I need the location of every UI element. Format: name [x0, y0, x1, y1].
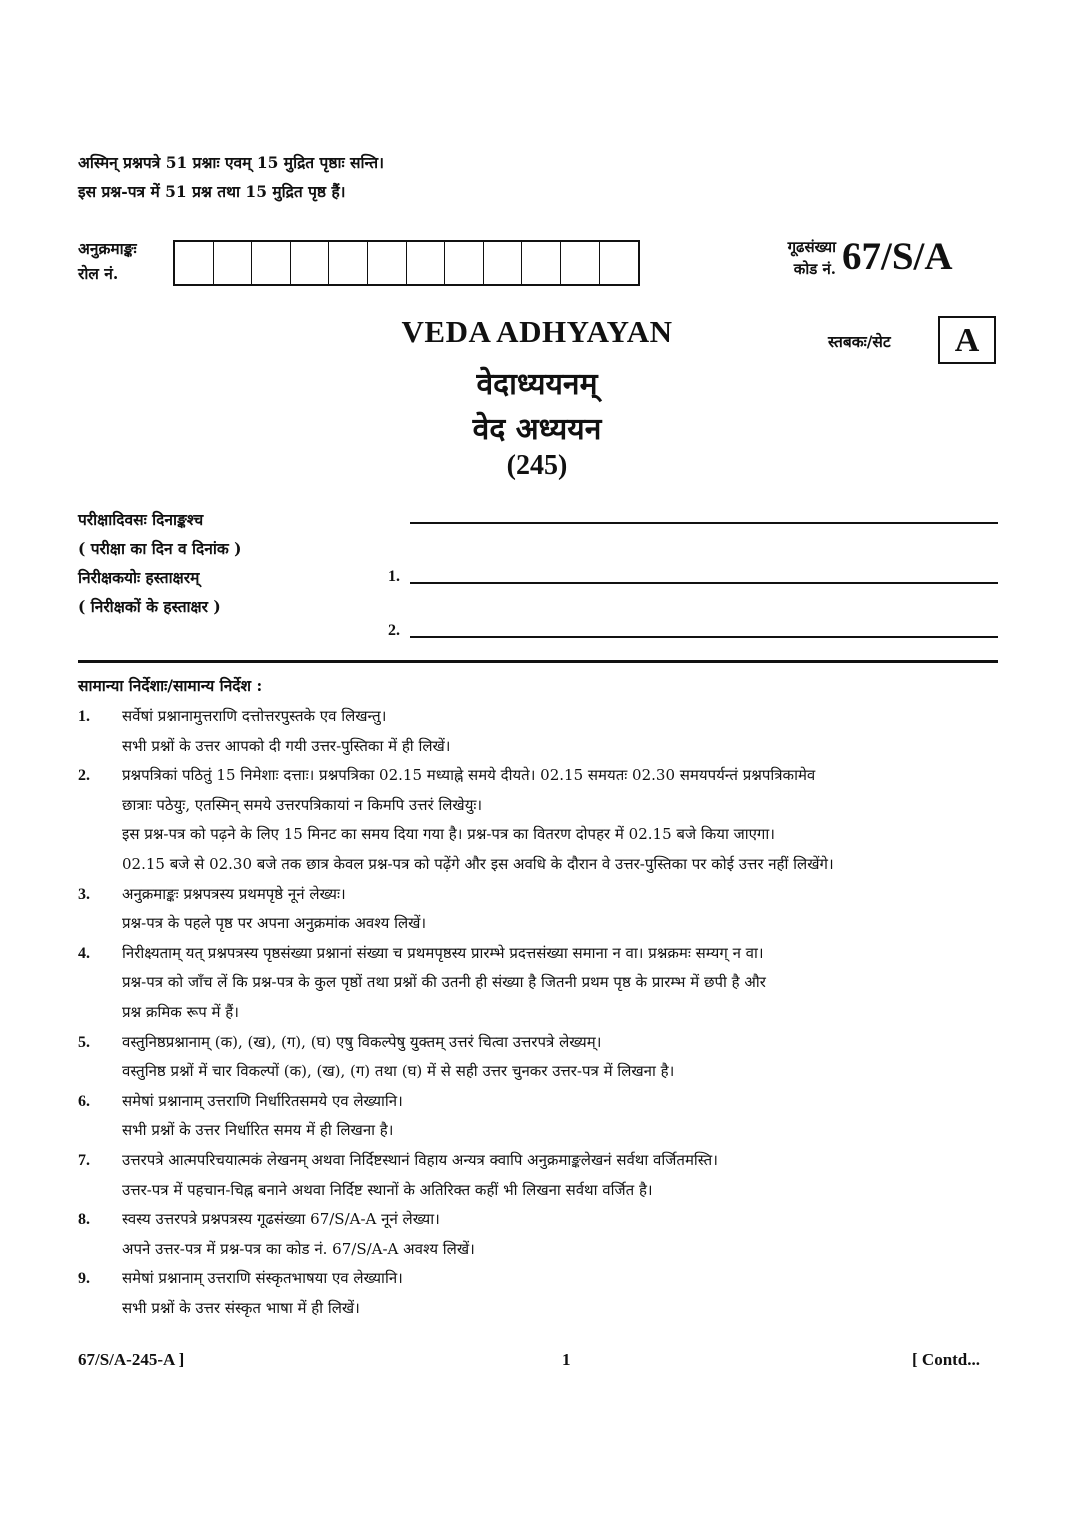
instruction-line [78, 1235, 1000, 1265]
instruction-line [78, 732, 1000, 762]
instruction-line [78, 820, 1000, 850]
code-number: 67/S/A [842, 235, 953, 278]
title-english: VEDA ADHYAYAN [401, 314, 673, 349]
signature-1-number: 1. [388, 568, 400, 585]
instruction-number [78, 791, 122, 821]
instruction-number [78, 820, 122, 850]
instruction-text: उत्तर-पत्र में पहचान-चिह्न बनाने अथवा निर्दिष्ट स्थानों के अतिरिक्त कहीं भी लिखना सर्वथा वर्जित है। [122, 1180, 653, 1199]
signature-2-number: 2. [388, 622, 400, 639]
instruction-text: प्रश्न-पत्र के पहले पृष्ठ पर अपना अनुक्रमांक अवश्य लिखें। [122, 914, 427, 933]
instruction-line [78, 761, 1000, 791]
exam-info-labels [78, 505, 241, 621]
instruction-text: समेषां प्रश्नानाम् उत्तराणि निर्धारितसमये एव लेख्यानि। [122, 1091, 403, 1110]
instruction-number: 2. [78, 767, 90, 785]
instruction-number [78, 998, 122, 1028]
instruction-line [78, 850, 1000, 880]
instruction-number [78, 732, 122, 762]
instruction-number: 8. [78, 1211, 90, 1229]
instruction-line [78, 1294, 1000, 1324]
instruction-line [78, 702, 1000, 732]
instruction-line [78, 968, 1000, 998]
header-note [78, 148, 384, 206]
code-label-hindi: कोड नं. [793, 260, 836, 278]
signature-1-line[interactable] [410, 582, 998, 584]
instruction-line [78, 1057, 1000, 1087]
instruction-number: 4. [78, 944, 90, 962]
instruction-text: समेषां प्रश्नानाम् उत्तराणि संस्कृतभाषया एव लेख्यानि। [122, 1269, 403, 1288]
roll-number-box[interactable] [561, 242, 600, 284]
instruction-number [78, 1116, 122, 1146]
code-label-sanskrit: गूढसंख्या [787, 238, 836, 256]
instruction-number [78, 1294, 122, 1324]
instruction-text: अनुक्रमाङ्कः प्रश्नपत्रस्य प्रथमपृष्ठे नूनं लेख्यः। [122, 884, 346, 903]
instruction-text: वस्तुनिष्ठ प्रश्नों में चार विकल्पों (क), (ख), (ग) तथा (घ) में से सही उत्तर चुनकर उत्तर-पत्र में लिखना है। [122, 1062, 675, 1081]
title-hindi: वेद अध्ययन [472, 412, 602, 447]
roll-number-box[interactable] [175, 242, 214, 284]
instruction-line [78, 1087, 1000, 1117]
instruction-text: प्रश्न-पत्र को जाँच लें कि प्रश्न-पत्र के कुल पृष्ठों तथा प्रश्नों की उतनी ही संख्या है जितनी प्रथम पृष्ठ के प्रारम्भ में छपी है और [122, 973, 766, 992]
roll-number-label [78, 236, 137, 286]
instruction-line [78, 1028, 1000, 1058]
roll-number-box[interactable] [329, 242, 368, 284]
roll-number-box[interactable] [484, 242, 523, 284]
signature-label-hindi: ( निरीक्षकों के हस्ताक्षर ) [78, 597, 221, 616]
instruction-text: इस प्रश्न-पत्र को पढ़ने के लिए 15 मिनट का समय दिया गया है। प्रश्न-पत्र का वितरण दोपहर में 02.15 बजे किया जाएगा। [122, 825, 775, 844]
page-number: 1 [562, 1350, 571, 1369]
instruction-number: 6. [78, 1092, 90, 1110]
instruction-line [78, 1116, 1000, 1146]
signature-label-sanskrit: निरीक्षकयोः हस्ताक्षरम् [78, 568, 200, 587]
continued-label: [ Contd... [912, 1350, 981, 1369]
instruction-number: 5. [78, 1033, 90, 1051]
instruction-text: उत्तरपत्रे आत्मपरिचयात्मकं लेखनम् अथवा निर्दिष्टस्थानं विहाय अन्यत्र क्वापि अनुक्रमाङ्कलेखनं सर्वथा वर्जितमस्ति। [122, 1150, 718, 1169]
instruction-text: सर्वेषां प्रश्नानामुत्तराणि दत्तोत्तरपुस्तके एव लिखन्तु। [122, 707, 387, 725]
section-divider [78, 660, 998, 663]
instruction-line [78, 909, 1000, 939]
roll-number-box[interactable] [252, 242, 291, 284]
roll-label-sanskrit: अनुक्रमाङ्कः [78, 239, 137, 258]
instruction-text: प्रश्नपत्रिकां पठितुं 15 निमेशाः दत्ताः। प्रश्नपत्रिका 02.15 मध्याह्ने समये दीयते। 02.15 समयतः 02.30 समयपर्यन्तं प्रश्नपत्रिकामेव [122, 766, 816, 785]
instruction-number: 7. [78, 1151, 90, 1169]
general-instructions-title: सामान्या निर्देशाः/सामान्य निर्देश : [78, 676, 263, 695]
instruction-line [78, 1146, 1000, 1176]
header-note-hindi: इस प्रश्न-पत्र में 51 प्रश्न तथा 15 मुद्रित पृष्ठ हैं। [78, 182, 346, 201]
roll-number-box[interactable] [600, 242, 639, 284]
instruction-text: सभी प्रश्नों के उत्तर निर्धारित समय में ही लिखना है। [122, 1121, 394, 1140]
instruction-text: सभी प्रश्नों के उत्तर संस्कृत भाषा में ही लिखें। [122, 1298, 360, 1317]
instruction-text: 02.15 बजे से 02.30 बजे तक छात्र केवल प्रश्न-पत्र को पढ़ेंगे और इस अवधि के दौरान वे उत्तर-पुस्तिका पर कोई उत्तर नहीं लिखेंगे। [122, 854, 834, 873]
instruction-line [78, 791, 1000, 821]
instruction-text: छात्राः पठेयुः, एतस्मिन् समये उत्तरपत्रिकायां न किमपि उत्तरं लिखेयुः। [122, 795, 483, 814]
exam-date-label-sanskrit: परीक्षादिवसः दिनाङ्कश्च [78, 510, 204, 529]
instruction-line [78, 880, 1000, 910]
roll-number-box[interactable] [214, 242, 253, 284]
instruction-text: वस्तुनिष्ठप्रश्नानाम् (क), (ख), (ग), (घ) एषु विकल्पेषु युक्तम् उत्तरं चित्वा उत्तरपत्रे लेख्यम्। [122, 1032, 602, 1051]
instruction-number: 9. [78, 1270, 90, 1288]
title-sanskrit: वेदाध्ययनम् [476, 367, 598, 402]
instruction-number [78, 1176, 122, 1206]
instruction-line [78, 1264, 1000, 1294]
footer-code: 67/S/A-245-A ] [78, 1350, 185, 1369]
exam-date-line[interactable] [410, 522, 998, 524]
roll-number-box[interactable] [368, 242, 407, 284]
instruction-number: 3. [78, 885, 90, 903]
instruction-number [78, 850, 122, 880]
instruction-line [78, 939, 1000, 969]
header-note-sanskrit: अस्मिन् प्रश्नपत्रे 51 प्रश्नाः एवम् 15 मुद्रित पृष्ठाः सन्ति। [78, 153, 384, 172]
roll-label-hindi: रोल नं. [78, 264, 119, 283]
instruction-text: स्वस्य उत्तरपत्रे प्रश्नपत्रस्य गूढसंख्या 67/S/A-A नूनं लेख्या। [122, 1210, 440, 1229]
signature-2-line[interactable] [410, 636, 998, 638]
roll-number-box[interactable] [522, 242, 561, 284]
instruction-number [78, 968, 122, 998]
instructions-list [78, 702, 1000, 1323]
instruction-line [78, 1205, 1000, 1235]
instruction-line [78, 1176, 1000, 1206]
roll-number-box[interactable] [445, 242, 484, 284]
roll-number-box[interactable] [291, 242, 330, 284]
set-value-box: A [938, 316, 996, 364]
set-label: स्तबकः/सेट [828, 332, 891, 351]
roll-number-box[interactable] [407, 242, 446, 284]
roll-number-boxes[interactable] [173, 240, 640, 286]
instruction-number [78, 909, 122, 939]
instruction-number: 1. [78, 708, 90, 725]
instruction-text: प्रश्न क्रमिक रूप में हैं। [122, 1002, 239, 1021]
exam-date-label-hindi: ( परीक्षा का दिन व दिनांक ) [78, 539, 242, 558]
instruction-text: अपने उत्तर-पत्र में प्रश्न-पत्र का कोड नं. 67/S/A-A अवश्य लिखें। [122, 1239, 475, 1258]
instruction-number [78, 1235, 122, 1265]
subject-code: (245) [506, 450, 568, 481]
code-label [760, 236, 836, 280]
instruction-text: निरीक्ष्यताम् यत् प्रश्नपत्रस्य पृष्ठसंख्या प्रश्नानां संख्या च प्रथमपृष्ठस्य प्रारम्भे प्रदत्तसंख्या समाना न वा। प्रश्नक्रमः सम्यग् न वा। [122, 943, 764, 962]
instruction-number [78, 1057, 122, 1087]
instruction-line [78, 998, 1000, 1028]
instruction-text: सभी प्रश्नों के उत्तर आपको दी गयी उत्तर-पुस्तिका में ही लिखें। [122, 736, 451, 755]
